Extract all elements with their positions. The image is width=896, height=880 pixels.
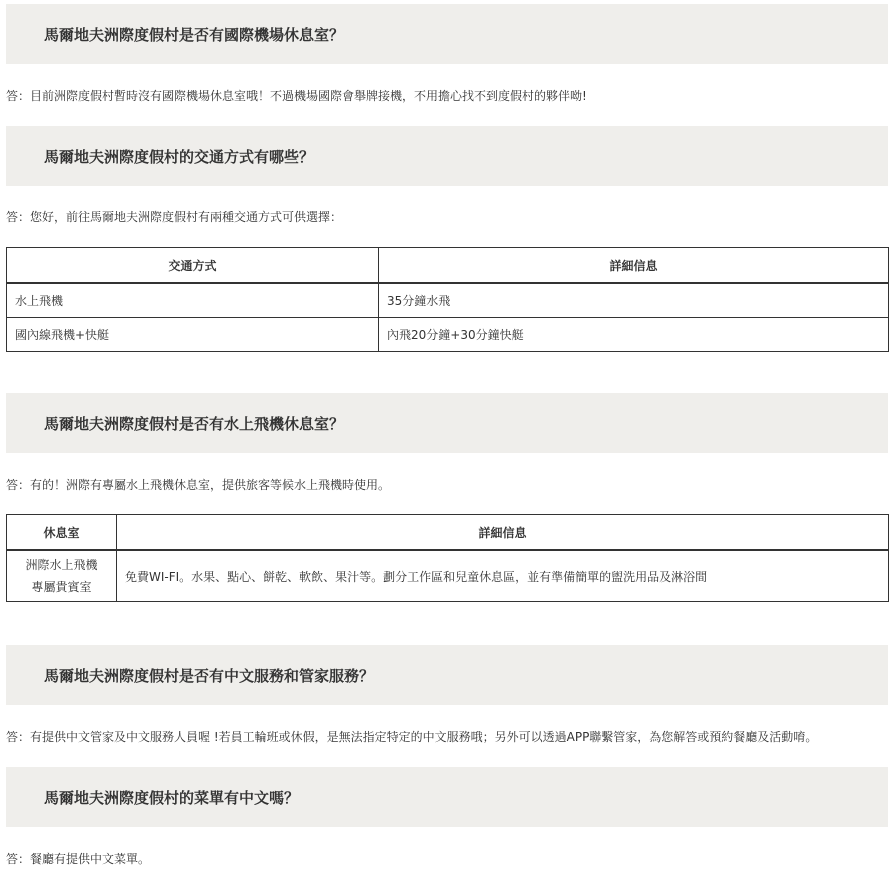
- table-cell: 內飛20分鐘+30分鐘快艇: [379, 318, 889, 352]
- table-header-row: [7, 515, 889, 551]
- lounge-details-cell: 免費WI-FI。水果、點心、餅乾、軟飲、果汁等。劃分工作區和兒童休息區，並有準備簡單的盥洗用品及淋浴間: [117, 550, 889, 602]
- table-header-cell: 詳細信息: [117, 515, 889, 551]
- faq-question-3: 馬爾地夫洲際度假村是否有水上飛機休息室？: [6, 393, 888, 453]
- table-header-row: [7, 248, 889, 284]
- table-header-cell: 休息室: [7, 515, 117, 551]
- lounge-name-line: 專屬貴賓室: [31, 580, 92, 594]
- table-header-cell: 詳細信息: [379, 248, 889, 284]
- lounge-table: [6, 514, 889, 602]
- faq-answer-5: 答：餐廳有提供中文菜單。: [6, 852, 151, 866]
- faq-question-2: 馬爾地夫洲際度假村的交通方式有哪些？: [6, 126, 888, 186]
- faq-answer-2: 答：您好，前往馬爾地夫洲際度假村有兩種交通方式可供選擇：: [6, 210, 343, 224]
- table-row: [7, 318, 889, 352]
- table-cell: 水上飛機: [7, 283, 379, 318]
- faq-question-4: 馬爾地夫洲際度假村是否有中文服務和管家服務？: [6, 645, 888, 705]
- lounge-name-cell: [7, 550, 117, 602]
- faq-answer-4: 答：有提供中文管家及中文服務人員喔 !若員工輪班或休假，是無法指定特定的中文服務哦；另外可以透過APP聯繫管家，為您解答或預約餐廳及活動唷。: [6, 730, 818, 744]
- faq-question-1: 馬爾地夫洲際度假村是否有國際機場休息室？: [6, 4, 888, 64]
- faq-answer-3: 答：有的！洲際有專屬水上飛機休息室，提供旅客等候水上飛機時使用。: [6, 478, 391, 492]
- table-header-cell: 交通方式: [7, 248, 379, 284]
- transport-table: [6, 247, 889, 352]
- table-row: [7, 283, 889, 318]
- faq-answer-1: 答：目前洲際度假村暫時沒有國際機場休息室哦！不過機場國際會舉牌接機，不用擔心找不到度假村的夥伴呦!: [6, 89, 587, 103]
- faq-question-5: 馬爾地夫洲際度假村的菜單有中文嗎？: [6, 767, 888, 827]
- table-cell: 35分鐘水飛: [379, 283, 889, 318]
- lounge-name-line: 洲際水上飛機: [25, 558, 98, 572]
- table-cell: 國內線飛機+快艇: [7, 318, 379, 352]
- table-row: [7, 550, 889, 602]
